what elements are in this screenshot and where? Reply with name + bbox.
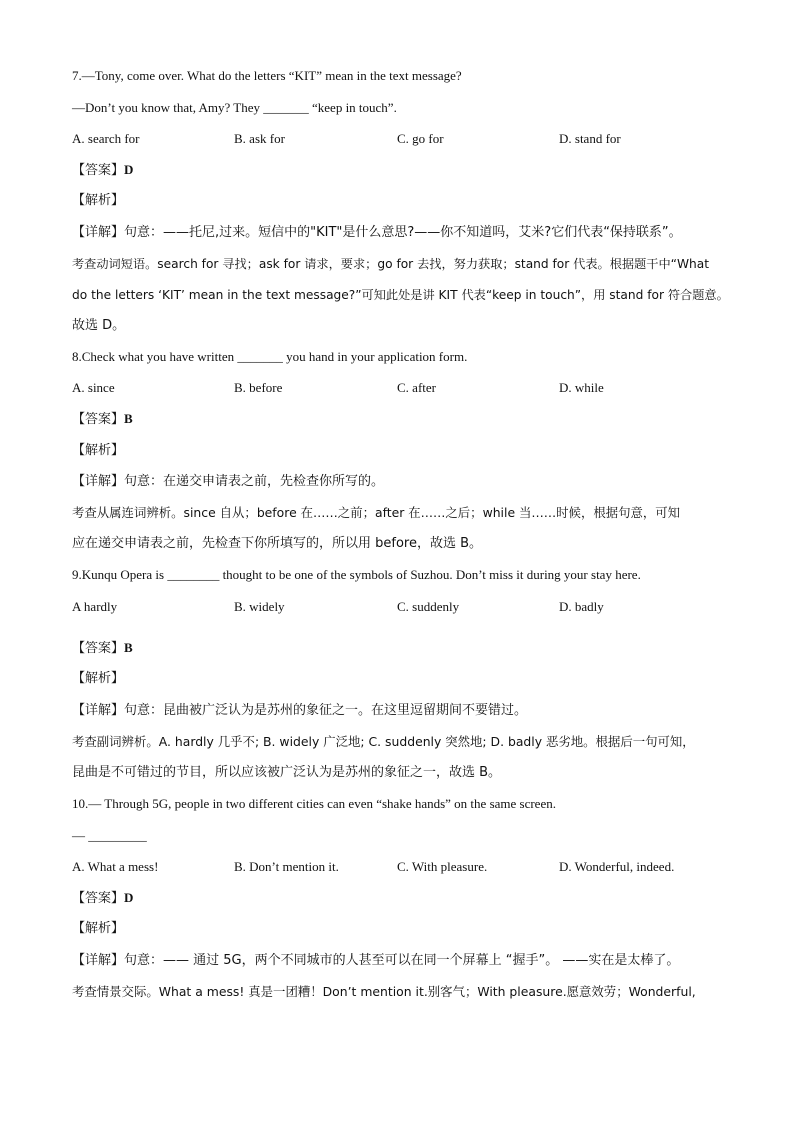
question-7-detail-3: do the letters ‘KIT’ mean in the text message?”可知此处是讲 KIT 代表“keep in touch”，用 stand for 符合题意。 xyxy=(72,288,729,302)
question-7-analysis-tag: 【解析】 xyxy=(72,193,125,208)
question-7-detail-4: 故选 D。 xyxy=(72,318,126,333)
question-9-detail-1: 【详解】句意：昆曲被广泛认为是苏州的象征之一。在这里逗留期间不要错过。 xyxy=(72,703,528,718)
question-7-option-d: D. stand for xyxy=(559,131,621,146)
question-9-detail-3: 昆曲是不可错过的节目，所以应该被广泛认为是苏州的象征之一，故选 B。 xyxy=(72,765,502,780)
question-10-option-d: D. Wonderful, indeed. xyxy=(559,859,675,874)
question-9-detail-2: 考查副词辨析。A. hardly 几乎不; B. widely 广泛地; C. suddenly 突然地; D. badly 恶劣地。根据后一句可知， xyxy=(72,734,695,749)
answer-value: B xyxy=(124,640,133,655)
question-10-stem: 10.— Through 5G, people in two different cities can even “shake hands” on the same screen. xyxy=(72,796,556,811)
question-8-detail-2: 考查从属连词辨析。since 自从；before 在……之前；after 在……之后；while 当……时候，根据句意，可知 xyxy=(72,505,681,520)
question-7-detail-2: 考查动词短语。search for 寻找；ask for 请求，要求；go for 去找，努力获取；stand for 代表。根据题干中“What xyxy=(72,257,709,271)
question-9-answer xyxy=(72,640,133,657)
question-7-stem-reply: —Don’t you know that, Amy? They _______ “keep in touch”. xyxy=(72,100,397,115)
question-9-stem: 9.Kunqu Opera is ________ thought to be one of the symbols of Suzhou. Don’t miss it during your stay here. xyxy=(72,567,641,582)
answer-value: B xyxy=(124,411,133,426)
answer-tag: 【答案】 xyxy=(72,891,125,906)
question-10-analysis-tag: 【解析】 xyxy=(72,921,125,936)
question-8-option-d: D. while xyxy=(559,380,604,395)
question-10-option-c: C. With pleasure. xyxy=(397,859,488,874)
question-7-option-b: B. ask for xyxy=(234,131,285,146)
answer-tag: 【答案】 xyxy=(72,412,125,427)
answer-tag: 【答案】 xyxy=(72,641,125,656)
question-10-option-a: A. What a mess! xyxy=(72,859,159,874)
question-8-option-b: B. before xyxy=(234,380,283,395)
question-7-stem: 7.—Tony, come over. What do the letters “KIT” mean in the text message? xyxy=(72,68,462,83)
question-7-option-c: C. go for xyxy=(397,131,444,146)
question-8-option-c: C. after xyxy=(397,380,436,395)
answer-value: D xyxy=(124,162,134,177)
question-9-analysis-tag: 【解析】 xyxy=(72,671,125,686)
answer-value: D xyxy=(124,890,134,905)
question-9-option-a: A hardly xyxy=(72,599,118,614)
question-7-detail-1: 【详解】句意：——托尼,过来。短信中的"KIT"是什么意思?——你不知道吗，艾米?它们代表“保持联系”。 xyxy=(72,225,682,240)
question-8-answer xyxy=(72,411,133,428)
question-7-option-a: A. search for xyxy=(72,131,140,146)
question-9-option-d: D. badly xyxy=(559,599,604,614)
question-10-answer xyxy=(72,890,133,907)
question-9-option-b: B. widely xyxy=(234,599,285,614)
question-10-detail-2: 考查情景交际。What a mess! 真是一团糟！Don’t mention it.别客气；With pleasure.愿意效劳；Wonderful, xyxy=(72,984,696,999)
question-8-option-a: A. since xyxy=(72,380,115,395)
answer-tag: 【答案】 xyxy=(72,163,125,178)
question-10-stem-reply: — _________ xyxy=(72,828,147,843)
question-9-option-c: C. suddenly xyxy=(397,599,460,614)
question-8-detail-3: 应在递交申请表之前，先检查下你所填写的，所以用 before，故选 B。 xyxy=(72,536,483,551)
question-8-stem: 8.Check what you have written _______ you hand in your application form. xyxy=(72,349,468,364)
question-8-analysis-tag: 【解析】 xyxy=(72,443,125,458)
question-10-option-b: B. Don’t mention it. xyxy=(234,859,339,874)
question-10-detail-1: 【详解】句意：—— 通过 5G，两个不同城市的人甚至可以在同一个屏幕上 “握手”。 ——实在是太棒了。 xyxy=(72,953,680,968)
question-7-answer xyxy=(72,162,133,179)
question-8-detail-1: 【详解】句意：在递交申请表之前，先检查你所写的。 xyxy=(72,474,385,489)
